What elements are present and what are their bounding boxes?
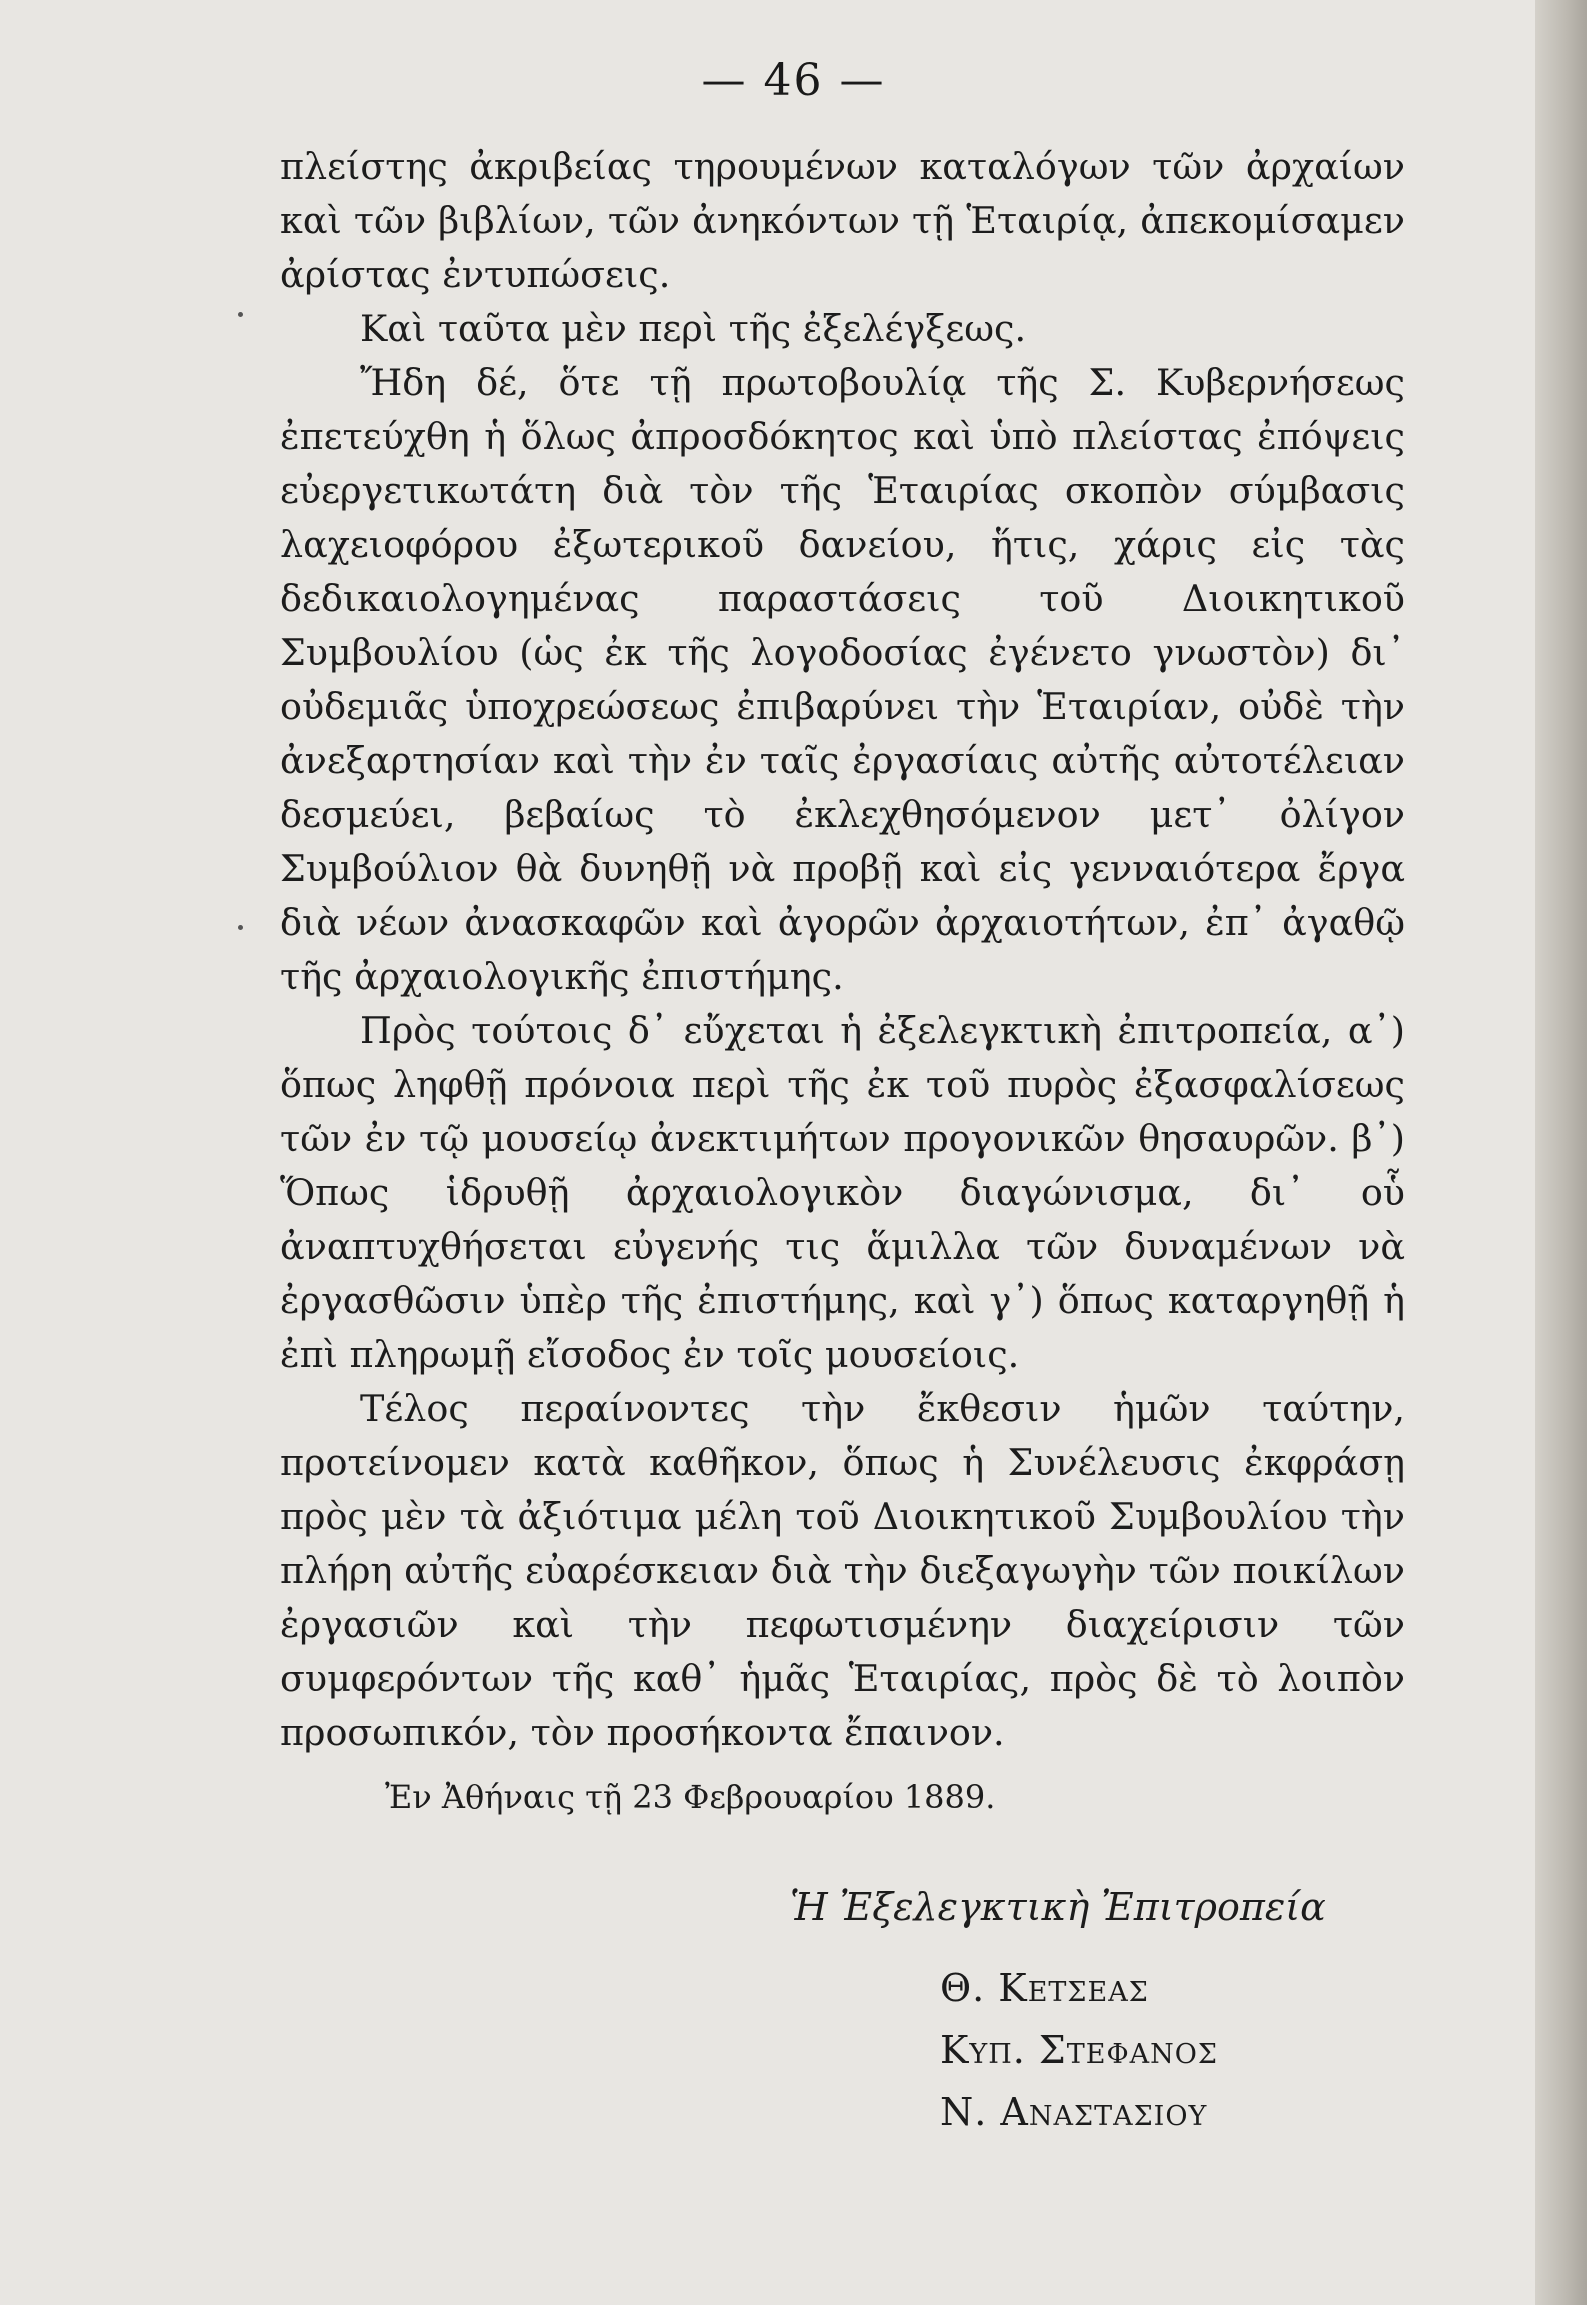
paragraph-4: Πρὸς τούτοις δ᾿ εὔχεται ἡ ἐξελεγκτικὴ ἐπιτροπεία, α᾿) ὅπως ληφθῇ πρόνοια περὶ τῆς ἐκ τοῦ πυρὸς ἐξασφαλίσεως τῶν ἐν τῷ μουσείῳ ἀνεκτιμήτων προγονικῶν θησαυρῶν. β᾿) Ὅπως ἱδρυθῇ ἀρχαιολογικὸν διαγώνισμα, δι᾿ οὗ ἀναπτυχθήσεται εὐγενής τις ἅμιλλα τῶν δυναμένων νὰ ἐργασθῶσιν ὑπὲρ τῆς ἐπιστήμης, καὶ γ᾿) ὅπως καταργηθῇ ἡ ἐπὶ πληρωμῇ εἴσοδος ἐν τοῖς μουσείοις. [280, 1009, 1405, 1376]
report-body [280, 140, 1405, 1760]
committee-title: Ἡ Ἐξελεγκτικὴ Ἐπιτροπεία [790, 1885, 1326, 1929]
paragraph-3: Ἤδη δέ, ὅτε τῇ πρωτοβουλίᾳ τῆς Σ. Κυβερνήσεως ἐπετεύχθη ἡ ὅλως ἀπροσδόκητος καὶ ὑπὸ πλείστας ἐπόψεις εὐεργετικωτάτη διὰ τὸν τῆς Ἑταιρίας σκοπὸν σύμβασις λαχειοφόρου ἐξωτερικοῦ δανείου, ἥτις, χάρις εἰς τὰς δεδικαιολογημένας παραστάσεις τοῦ Διοικητικοῦ Συμβουλίου (ὡς ἐκ τῆς λογοδοσίας ἐγένετο γνωστὸν) δι᾿ οὐδεμιᾶς ὑποχρεώσεως ἐπιβαρύνει τὴν Ἑταιρίαν, οὐδὲ τὴν ἀνεξαρτησίαν καὶ τὴν ἐν ταῖς ἐργασίαις αὐτῆς αὐτοτέλειαν δεσμεύει, βεβαίως τὸ ἐκλεχθησόμενον μετ᾿ ὀλίγον Συμβούλιον θὰ δυνηθῇ νὰ προβῇ καὶ εἰς γενναιότερα ἔργα διὰ νέων ἀνασκαφῶν καὶ ἀγορῶν ἀρχαιοτήτων, ἐπ᾿ ἀγαθῷ τῆς ἀρχαιολογικῆς ἐπιστήμης. [280, 361, 1405, 998]
margin-mark [238, 312, 243, 317]
paragraph-5: Τέλος περαίνοντες τὴν ἔκθεσιν ἡμῶν ταύτην, προτείνομεν κατὰ καθῆκον, ὅπως ἡ Συνέλευσις ἐκφράσῃ πρὸς μὲν τὰ ἀξιότιμα μέλη τοῦ Διοικητικοῦ Συμβουλίου τὴν πλήρη αὐτῆς εὐαρέσκειαν διὰ τὴν διεξαγωγὴν τῶν ποικίλων ἐργασιῶν καὶ τὴν πεφωτισμένην διαχείρισιν τῶν συμφερόντων τῆς καθ᾿ ἡμᾶς Ἑταιρίας, πρὸς δὲ τὸ λοιπὸν προσωπικόν, τὸν προσήκοντα ἔπαινον. [280, 1387, 1405, 1754]
paragraph-2: Καὶ ταῦτα μὲν περὶ τῆς ἐξελέγξεως. [360, 307, 1027, 350]
signatory-name: Κυπ. Στεφανος [940, 2028, 1218, 2072]
signature-block [790, 1885, 1326, 2143]
page-number: — 46 — [701, 55, 886, 106]
date-line: Ἐν Ἀθήναις τῇ 23 Φεβρουαρίου 1889. [385, 1778, 996, 1816]
signatory-name: Ν. Αναστασιου [940, 2090, 1208, 2134]
paragraph-1: πλείστης ἀκριβείας τηρουμένων καταλόγων τῶν ἀρχαίων καὶ τῶν βιβλίων, τῶν ἀνηκόντων τῇ Ἑταιρίᾳ, ἀπεκομίσαμεν ἀρίστας ἐντυπώσεις. [280, 145, 1405, 296]
signatory-name: Θ. Κετσεας [940, 1966, 1149, 2010]
page-binding-edge [1535, 0, 1587, 2305]
margin-mark [238, 925, 243, 930]
